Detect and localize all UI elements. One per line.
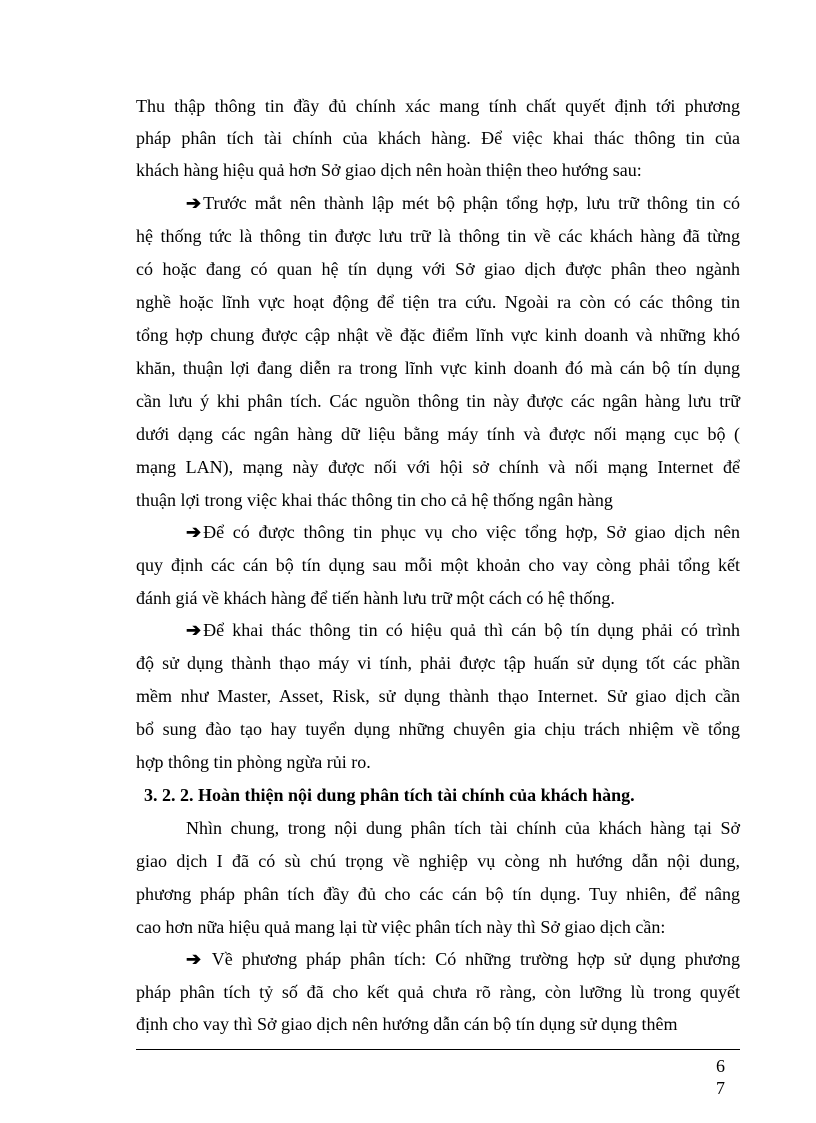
footer-rule [136,1049,740,1050]
text-line: cao hơn nữa hiệu quả mang lại từ việc phân tích này thì Sở giao dịch cần: [136,917,666,937]
text-line: giao dịch I đã có sù chú trọng về nghiệp vụ còng nh hướng dẫn nội dung, [136,851,740,871]
text-line: ➔ Để khai thác thông tin có hiệu quả thì cán bộ tín dụng phải có trình [186,620,740,640]
text-line: dưới dạng các ngân hàng dữ liệu bằng máy tính và được nối mạng cục bộ ( [136,424,740,444]
text-line: Nhìn chung, trong nội dung phân tích tài chính của khách hàng tại Sở [186,818,740,838]
text-line: định cho vay thì Sở giao dịch nên hướng dẫn cán bộ tín dụng sử dụng thêm [136,1014,678,1034]
page-number: 7 [716,1078,725,1098]
text-line: bổ sung đào tạo hay tuyển dụng những chuyên gia chịu trách nhiệm về tổng [136,719,740,739]
text-line: ➔ Về phương pháp phân tích: Có những trường hợp sử dụng phương [186,949,740,969]
text-line: khăn, thuận lợi đang diễn ra trong lĩnh vực kinh doanh đó mà cán bộ tín dụng [136,358,740,378]
text-line: mềm như Master, Asset, Risk, sử dụng thành thạo Internet. Sử giao dịch cần [136,686,740,706]
text-line: mạng LAN), mạng này được nối với hội sở chính và nối mạng Internet để [136,457,740,477]
page-number: 6 [716,1056,725,1076]
text-line: phương pháp phân tích đầy đủ cho các cán bộ tín dụng. Tuy nhiên, để nâng [136,884,740,904]
text-line: thuận lợi trong việc khai thác thông tin cho cả hệ thống ngân hàng [136,490,613,510]
text-line: ➔ Trước mắt nên thành lập mét bộ phận tổng hợp, lưu trữ thông tin có [186,193,740,213]
text-line: pháp phân tích tài chính của khách hàng. Để việc khai thác thông tin của [136,128,740,148]
arrow-right-icon: ➔ [186,949,202,969]
text-line: Thu thập thông tin đầy đủ chính xác mang tính chất quyết định tới phương [136,96,740,116]
text-line: đánh giá về khách hàng để tiến hành lưu trữ một cách có hệ thống. [136,588,615,608]
text-line: ➔ Để có được thông tin phục vụ cho việc tổng hợp, Sở giao dịch nên [186,522,740,542]
text-line: khách hàng hiệu quả hơn Sở giao dịch nên hoàn thiện theo hướng sau: [136,160,642,180]
text-line: pháp phân tích tỷ số đã cho kết quả chưa rõ ràng, còn lưỡng lù trong quyết [136,982,740,1002]
text-line: hợp thông tin phòng ngừa rủi ro. [136,752,371,772]
arrow-right-icon: ➔ [186,620,202,640]
text-line: quy định các cán bộ tín dụng sau mỗi một khoản cho vay còng phải tổng kết [136,555,740,575]
text-line: hệ thống tức là thông tin được lưu trữ là thông tin về các khách hàng đã từng [136,226,740,246]
text-line: có hoặc đang có quan hệ tín dụng với Sở giao dịch được phân theo ngành [136,259,740,279]
text-line: cần lưu ý khi phân tích. Các nguồn thông tin này được các ngân hàng lưu trữ [136,391,740,411]
section-heading: 3. 2. 2. Hoàn thiện nội dung phân tích tài chính của khách hàng. [144,785,635,805]
arrow-right-icon: ➔ [186,193,202,213]
text-line: tổng hợp chung được cập nhật về đặc điểm lĩnh vực kinh doanh và những khó [136,325,740,345]
arrow-right-icon: ➔ [186,522,202,542]
text-line: độ sử dụng thành thạo máy vi tính, phải được tập huấn sử dụng tốt các phần [136,653,740,673]
text-line: nghề hoặc lĩnh vực hoạt động để tiện tra cứu. Ngoài ra còn có các thông tin [136,292,740,312]
